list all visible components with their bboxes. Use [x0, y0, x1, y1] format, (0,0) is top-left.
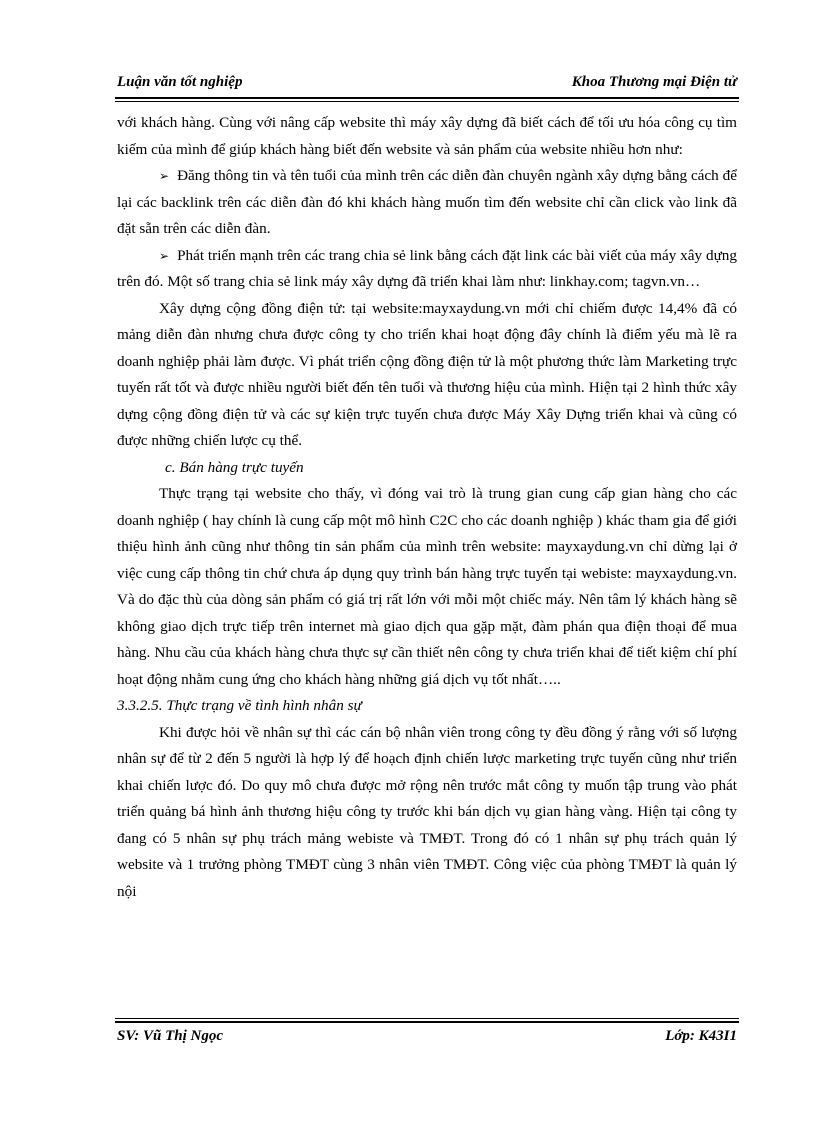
footer-class-label: Lớp: K43I1 [665, 1028, 737, 1044]
arrow-bullet-icon: ➢ [159, 169, 170, 183]
paragraph: Xây dựng cộng đồng điện tử: tại website:mayxaydung.vn mới chỉ chiếm được 14,4% đã có mảng diễn đàn nhưng chưa được công ty cho triển khai hoạt động đây chính là điểm yếu mà lẽ ra doanh nghiệp phải làm được. Vì phát triển cộng đồng điện tử là một phương thức làm Marketing trực tuyến rất tốt và được nhiều người biết đến tên tuổi và thương hiệu của mình. Hiện tại 2 hình thức xây dựng cộng đồng điện tử và các sự kiện trực tuyến chưa được Máy Xây Dựng triển khai và cũng có được những chiến lược cụ thể. [117, 299, 737, 449]
paragraph: Thực trạng tại website cho thấy, vì đóng vai trò là trung gian cung cấp gian hàng cho các doanh nghiệp ( hay chính là cung cấp một mô hình C2C cho các doanh nghiệp ) khác tham gia để giới thiệu hình ảnh cũng như thông tin sản phẩm của mình trên website: mayxaydung.vn chỉ dừng lại ở việc cung cấp thông tin chứ chưa áp dụng quy trình bán hàng trực tuyến tại webiste: mayxaydung.vn. Và do đặc thù của dòng sản phẩm có giá trị rất lớn với mỗi một chiếc máy. Nên tâm lý khách hàng sẽ không giao dịch trực tiếp trên internet mà giao dịch qua gặp mặt, đàm phán qua điện thoại để mua hàng. Nhu cầu của khách hàng chưa thực sự cần thiết nên công ty chưa triển khai để tiết kiệm chí phí hoạt động nhằm cung ứng cho khách hàng những giá dịch vụ tốt nhất….. [117, 485, 738, 688]
footer-student-name: SV: Vũ Thị Ngọc [117, 1028, 223, 1044]
header-faculty-label: Khoa Thương mại Điện tử [571, 74, 737, 90]
header-rule-thick [115, 97, 739, 99]
paragraph: với khách hàng. Cùng với nâng cấp website thì máy xây dựng đã biết cách để tối ưu hóa công cụ tìm kiếm của mình để giúp khách hàng biết đến website và sản phẩm của website nhiều hơn như: [117, 114, 737, 158]
arrow-bullet-icon: ➢ [159, 248, 170, 263]
header-rule-thin [115, 101, 739, 102]
footer-rule-thin [115, 1018, 739, 1019]
paragraph: Khi được hỏi về nhân sự thì các cán bộ nhân viên trong công ty đều đồng ý rằng với số lượng nhân sự để từ 2 đến 5 người là hợp lý để hoạch định chiến lược marketing trực tuyến cũng như triển khai chiến lược đó. Do quy mô chưa được mở rộng nên trước mắt công ty muốn tập trung vào phát triển quảng bá hình ảnh thương hiệu công ty trước khi bán dịch vụ gian hàng vàng. Hiện tại công ty đang có 5 nhân sự phụ trách mảng webiste và TMĐT. Trong đó có 1 nhân sự phụ trách quản lý website và 1 trưởng phòng TMĐT cùng 3 nhân viên TMĐT. Công việc của phòng TMĐT là quản lý nội [117, 723, 737, 900]
bullet-text: Đăng thông tin và tên tuổi của mình trên các diễn đàn chuyên ngành xây dựng bằng cách để lại các backlink trên các diễn đàn đó khi khách hàng muốn tìm đến website chỉ cần click vào link đã đặt sẵn trên các diễn đàn. [117, 167, 737, 237]
page-body [117, 110, 737, 905]
section-heading: 3.3.2.5. Thực trạng về tình hình nhân sự [117, 697, 362, 714]
page-header [117, 72, 737, 96]
section-heading: c. Bán hàng trực tuyến [165, 458, 304, 476]
footer-rule-thick [115, 1021, 739, 1023]
bullet-text: Phát triển mạnh trên các trang chia sẻ link bằng cách đặt link các bài viết của máy xây dựng trên đó. Một số trang chia sẻ link máy xây dựng đã triển khai làm như: linkhay.com; tagvn.vn… [117, 246, 737, 290]
header-thesis-label: Luận văn tốt nghiệp [117, 74, 243, 90]
bullet-item [117, 243, 737, 296]
bullet-item [117, 163, 737, 243]
page-footer [117, 1028, 737, 1050]
